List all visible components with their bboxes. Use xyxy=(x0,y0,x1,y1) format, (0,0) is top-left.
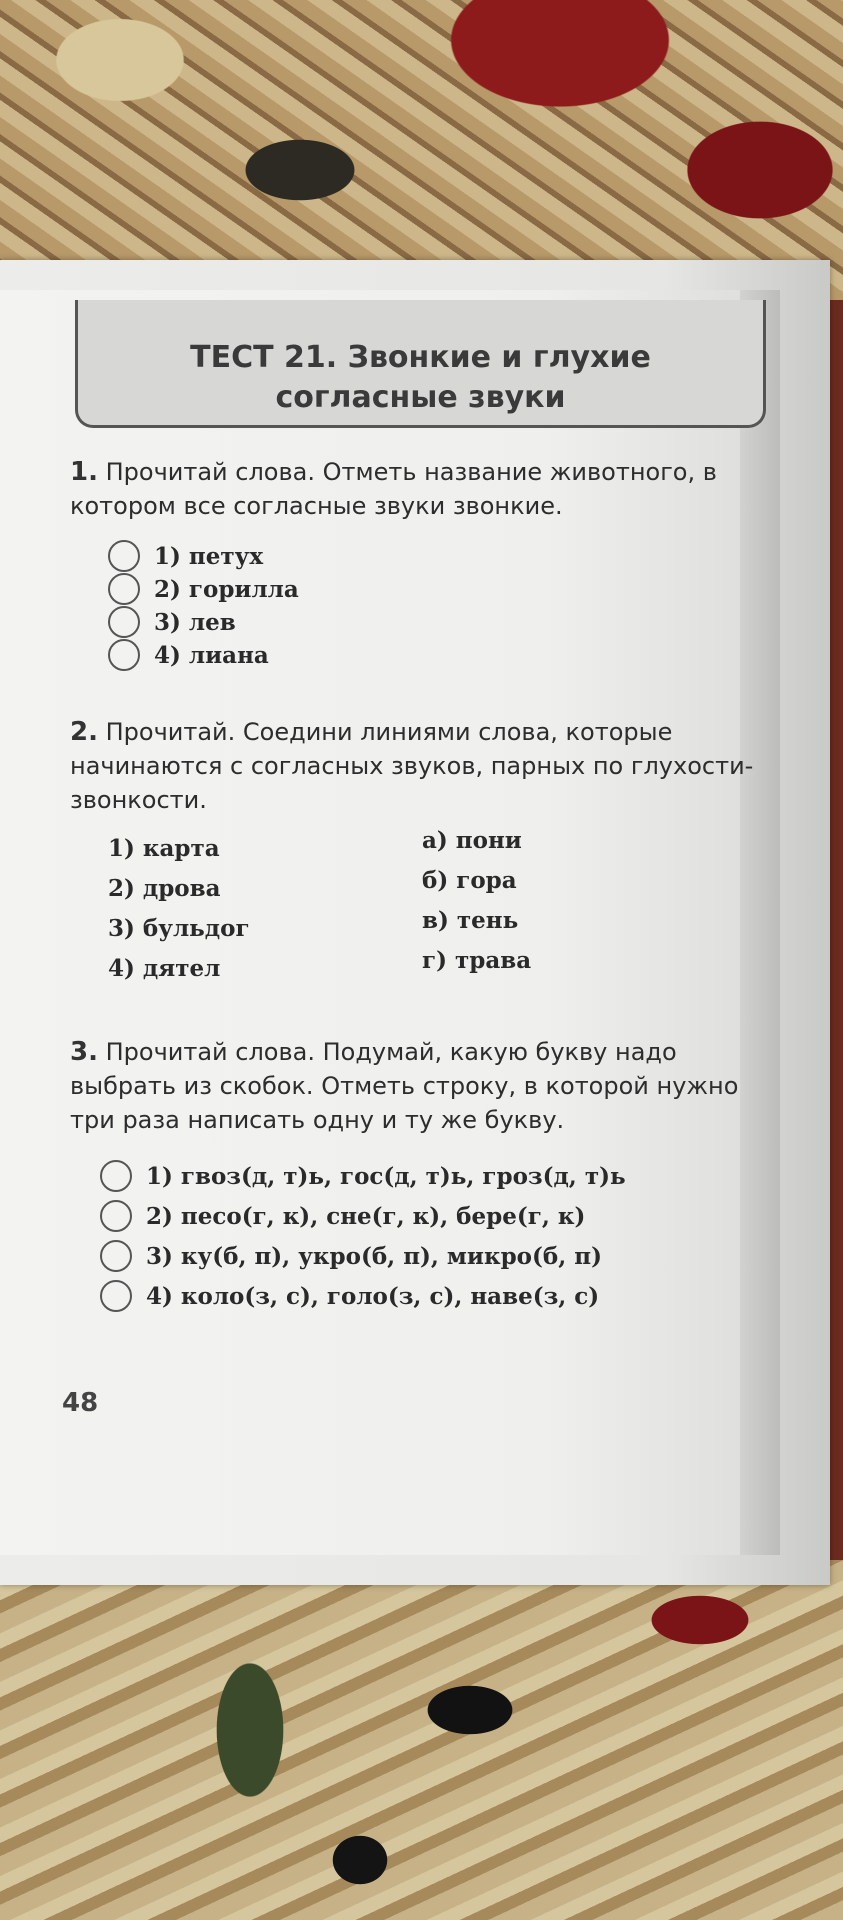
task-1-number: 1. xyxy=(70,457,98,487)
task-3-text: Прочитай слова. Подумай, какую букву надо выбрать из скобок. Отметь строку, в которой нужно три раза написать одну и ту же букву. xyxy=(70,1038,739,1134)
carpet-background-top xyxy=(0,0,843,300)
radio-button[interactable] xyxy=(100,1280,132,1312)
task-2-text: Прочитай. Соедини линиями слова, которые начинаются с согласных звуков, парных по глухости-звонкости. xyxy=(70,718,754,814)
task-2-left-2[interactable]: 2) дрова xyxy=(108,875,221,902)
task-2-left-4[interactable]: 4) дятел xyxy=(108,955,221,982)
task-3-option-2[interactable]: 2) песо(г, к), сне(г, к), бере(г, к) xyxy=(100,1200,585,1232)
task-1-text: Прочитай слова. Отметь название животного, в котором все согласные звуки звонкие. xyxy=(70,458,717,520)
task-1-option-3[interactable]: 3) лев xyxy=(108,606,236,638)
test-title xyxy=(78,338,763,418)
task-3-number: 3. xyxy=(70,1037,98,1067)
task-1-option-1[interactable]: 1) петух xyxy=(108,540,263,572)
task-3 xyxy=(70,1035,780,1137)
task-2-right-d[interactable]: г) трава xyxy=(422,947,532,974)
radio-button[interactable] xyxy=(108,639,140,671)
task-2-left-1[interactable]: 1) карта xyxy=(108,835,220,862)
radio-button[interactable] xyxy=(108,606,140,638)
task-1-option-2[interactable]: 2) горилла xyxy=(108,573,299,605)
task-2-left-3[interactable]: 3) бульдог xyxy=(108,915,250,942)
title-line-2: согласные звуки xyxy=(275,380,566,415)
task-3-option-3[interactable]: 3) ку(б, п), укро(б, п), микро(б, п) xyxy=(100,1240,602,1272)
task-1-option-4[interactable]: 4) лиана xyxy=(108,639,269,671)
radio-button[interactable] xyxy=(108,540,140,572)
title-line-1: ТЕСТ 21. Звонкие и глухие xyxy=(190,340,651,375)
task-3-option-4[interactable]: 4) коло(з, с), голо(з, с), наве(з, с) xyxy=(100,1280,599,1312)
radio-button[interactable] xyxy=(100,1160,132,1192)
carpet-background-bottom xyxy=(0,1560,843,1920)
page-number: 48 xyxy=(62,1388,99,1418)
radio-button[interactable] xyxy=(100,1240,132,1272)
page-sheet xyxy=(0,290,780,1555)
radio-button[interactable] xyxy=(108,573,140,605)
workbook-page xyxy=(0,260,830,1585)
task-2-right-b[interactable]: б) гора xyxy=(422,867,517,894)
task-3-option-1[interactable]: 1) гвоз(д, т)ь, гос(д, т)ь, гроз(д, т)ь xyxy=(100,1160,626,1192)
task-2-right-c[interactable]: в) тень xyxy=(422,907,519,934)
task-2-question xyxy=(70,715,780,817)
task-2-number: 2. xyxy=(70,717,98,747)
task-2 xyxy=(70,715,780,817)
test-header xyxy=(75,300,766,428)
radio-button[interactable] xyxy=(100,1200,132,1232)
task-1-question xyxy=(70,455,780,523)
task-3-question xyxy=(70,1035,780,1137)
task-1 xyxy=(70,455,780,523)
task-2-right-a[interactable]: а) пони xyxy=(422,827,522,854)
